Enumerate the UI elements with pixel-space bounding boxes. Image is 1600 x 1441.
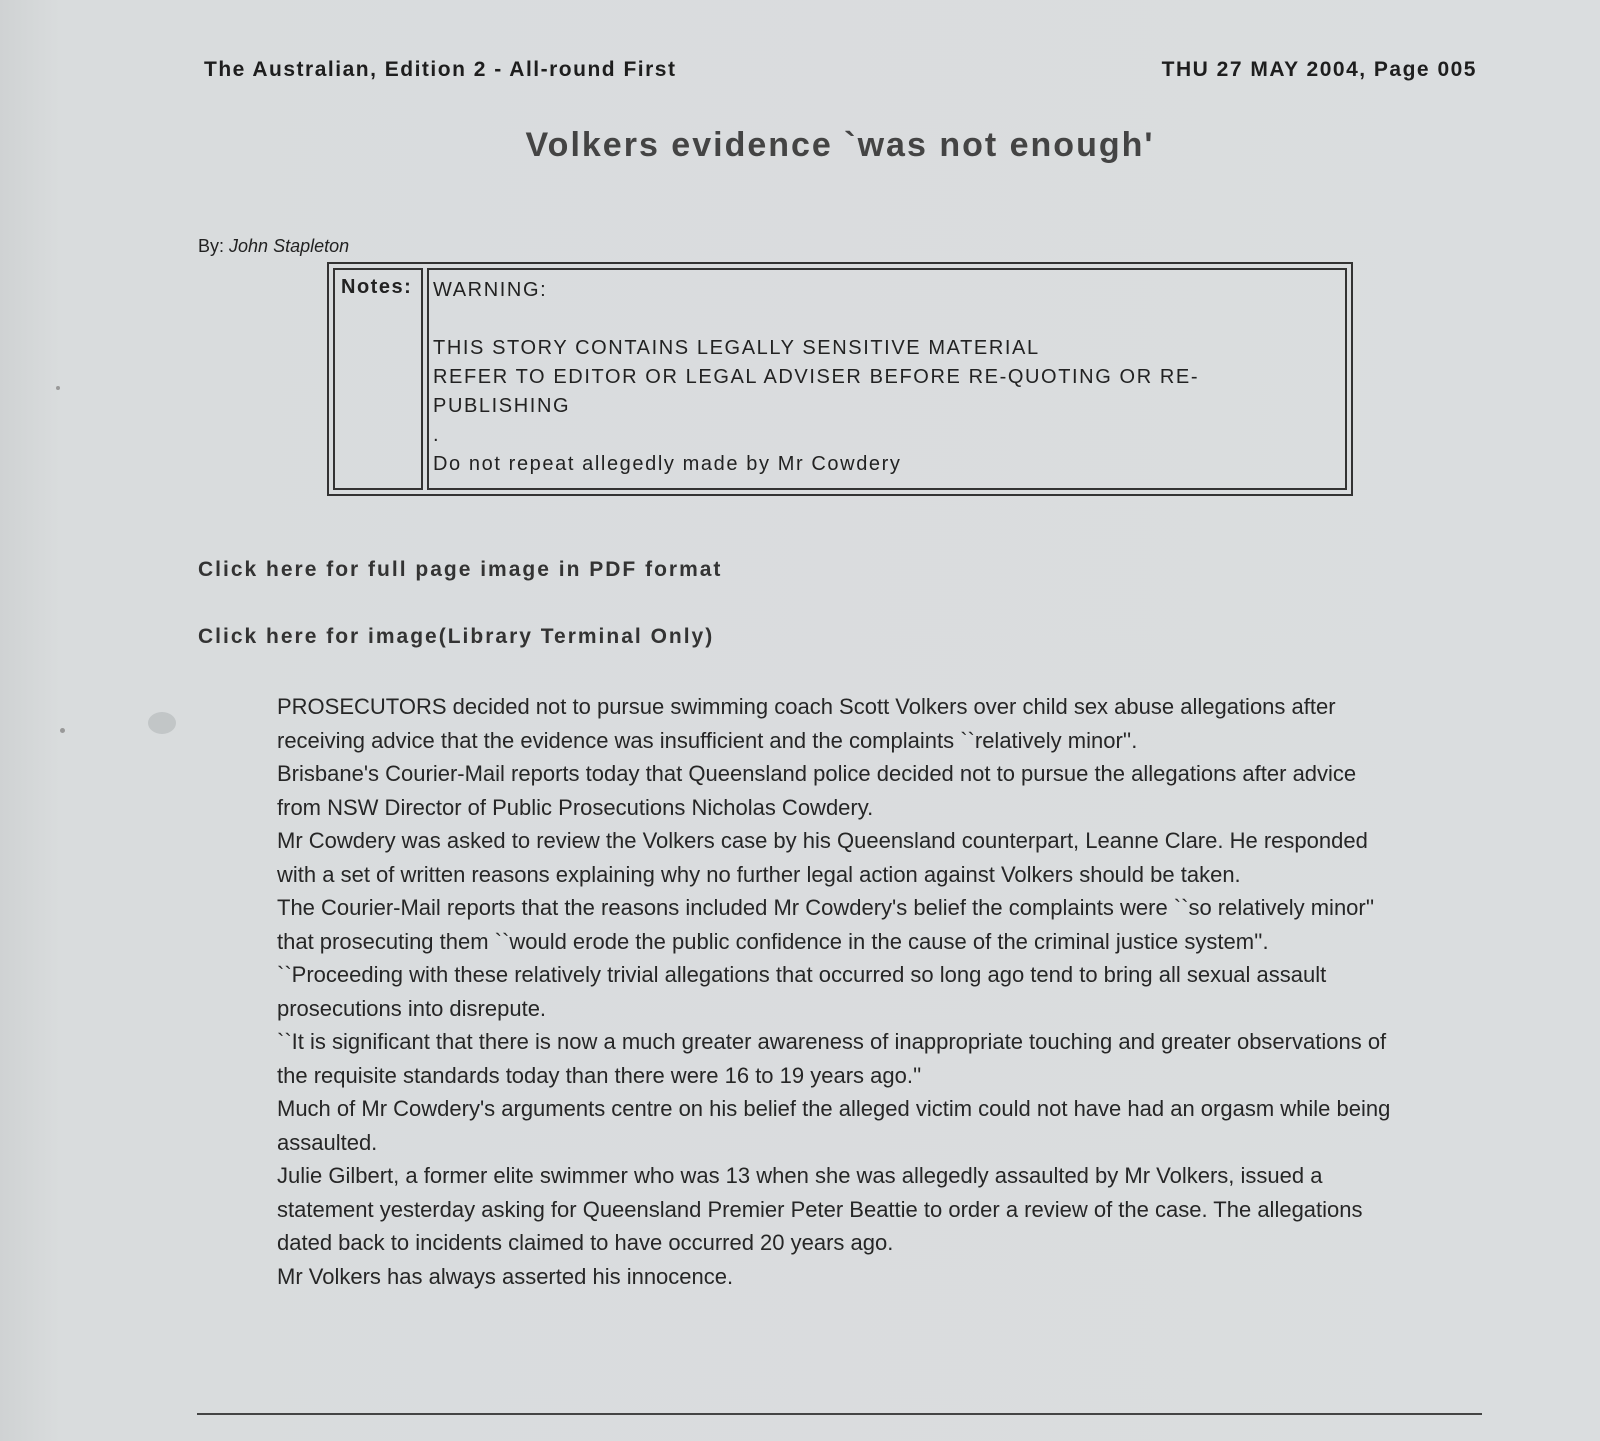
publication-date-page: THU 27 MAY 2004, Page 005 <box>1161 58 1477 81</box>
article-body <box>277 690 1397 1293</box>
article-paragraph: PROSECUTORS decided not to pursue swimming coach Scott Volkers over child sex abuse allegations after receiving advice that the evidence was insufficient and the complaints ``relatively minor''. <box>277 694 1336 753</box>
byline-prefix: By: <box>198 236 225 256</box>
notes-label: Notes: <box>333 268 423 490</box>
article-paragraph: The Courier-Mail reports that the reasons included Mr Cowdery's belief the complaints were ``so relatively minor'' that prosecuting them ``would erode the public confidence in the cause of the criminal justice system''. <box>277 895 1375 954</box>
notes-box <box>327 262 1353 496</box>
publication-name: The Australian, Edition 2 - All-round First <box>204 58 677 81</box>
article-headline: Volkers evidence `was not enough' <box>525 126 1155 164</box>
notes-line: WARNING: <box>433 279 548 301</box>
byline-author: John Stapleton <box>229 236 350 256</box>
scan-speck <box>60 728 65 733</box>
notes-line: Do not repeat allegedly made by Mr Cowdery <box>433 453 902 475</box>
article-paragraph: Brisbane's Courier-Mail reports today that Queensland police decided not to pursue the allegations after advice from NSW Director of Public Prosecutions Nicholas Cowdery. <box>277 761 1357 820</box>
library-image-link[interactable]: Click here for image(Library Terminal Only) <box>198 625 715 648</box>
notes-line: REFER TO EDITOR OR LEGAL ADVISER BEFORE RE-QUOTING OR RE- <box>433 366 1200 388</box>
article-paragraph: Mr Volkers has always asserted his innocence. <box>277 1263 734 1289</box>
notes-line: PUBLISHING <box>433 395 571 417</box>
byline <box>198 236 349 257</box>
article-paragraph: Julie Gilbert, a former elite swimmer who was 13 when she was allegedly assaulted by Mr Volkers, issued a statement yesterday asking for Queensland Premier Peter Beattie to order a review of the case. The allegations dated back to incidents claimed to have occurred 20 years ago. <box>277 1163 1363 1255</box>
article-paragraph: Mr Cowdery was asked to review the Volkers case by his Queensland counterpart, Leanne Clare. He responded with a set of written reasons explaining why no further legal action against Volkers should be taken. <box>277 828 1368 887</box>
article-paragraph: ``Proceeding with these relatively trivial allegations that occurred so long ago tend to bring all sexual assault prosecutions into disrepute. <box>277 962 1327 1021</box>
scan-smudge <box>148 712 176 734</box>
bottom-divider <box>197 1413 1482 1415</box>
notes-content <box>427 268 1347 490</box>
notes-line: THIS STORY CONTAINS LEGALLY SENSITIVE MATERIAL <box>433 337 1040 359</box>
pdf-page-link[interactable]: Click here for full page image in PDF format <box>198 558 723 581</box>
article-paragraph: Much of Mr Cowdery's arguments centre on his belief the alleged victim could not have had an orgasm while being assaulted. <box>277 1096 1391 1155</box>
notes-line: . <box>433 424 441 446</box>
article-paragraph: ``It is significant that there is now a much greater awareness of inappropriate touching and greater observations of the requisite standards today than there were 16 to 19 years ago.'' <box>277 1029 1387 1088</box>
notes-line <box>433 305 1341 334</box>
scan-speck <box>56 386 60 390</box>
